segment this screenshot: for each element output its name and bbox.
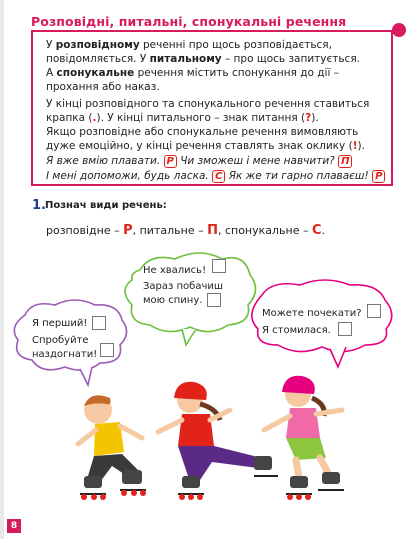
- badge-s: С: [212, 170, 225, 183]
- left-bubble-line-1: Я перший!: [32, 318, 88, 329]
- rule-line-2: повідомляється. У питальному – про щось запитується.: [46, 53, 360, 65]
- rollerblading-kids-illustration: [50, 372, 380, 507]
- example-line-2: І мені допоможи, будь ласка. С Як же ти гарно плаваєш! Р: [46, 170, 385, 183]
- answer-checkbox[interactable]: [338, 322, 352, 336]
- rule-line-6: крапка (.). У кінці питального – знак питання (?).: [46, 112, 319, 124]
- answer-checkbox[interactable]: [207, 293, 221, 307]
- right-bubble-line-1: Можете почекати?: [262, 308, 362, 319]
- left-bubble-line-2: Спробуйте: [32, 335, 89, 346]
- rule-line-3: А спонукальне речення містить спонукання до дії –: [46, 67, 339, 79]
- rule-line-1: У розповідному реченні про щось розповідається,: [46, 39, 332, 51]
- boy-skater: [78, 395, 146, 500]
- task-number: 1.: [32, 198, 46, 213]
- rule-line-8: дуже емоційно, у кінці речення ставлять знак оклику (!).: [46, 140, 365, 152]
- title-bullet: [392, 23, 406, 37]
- example-line-1: Я вже вмію плавати. Р Чи зможеш і мене навчити? П: [46, 155, 352, 168]
- girl-pink-helmet-skater: [264, 376, 344, 500]
- answer-checkbox[interactable]: [92, 316, 106, 330]
- task-legend: розповідне – Р, питальне – П, спонукальне – С.: [46, 223, 326, 238]
- answer-checkbox[interactable]: [212, 259, 226, 273]
- page-number: 8: [7, 519, 21, 533]
- answer-checkbox[interactable]: [367, 304, 381, 318]
- middle-bubble-line-3: мою спину.: [143, 295, 203, 306]
- task-instruction: Познач види речень:: [45, 200, 167, 211]
- rule-line-4: прохання або наказ.: [46, 81, 160, 93]
- badge-r: Р: [372, 170, 385, 183]
- right-bubble-line-2: Я стомилася.: [262, 325, 331, 336]
- rule-line-5: У кінці розповідного та спонукального речення ставиться: [46, 98, 370, 110]
- left-bubble-line-3: наздогнати!: [32, 349, 98, 360]
- badge-p: П: [338, 155, 352, 168]
- girl-red-helmet-skater: [158, 382, 278, 500]
- middle-bubble-line-2: Зараз побачиш: [143, 281, 224, 292]
- page-title: Розповідні, питальні, спонукальні речення: [31, 14, 347, 29]
- badge-r: Р: [164, 155, 177, 168]
- rule-line-7: Якщо розповідне або спонукальне речення вимовляють: [46, 126, 359, 138]
- middle-bubble-line-1: Не хвались!: [143, 265, 207, 276]
- answer-checkbox[interactable]: [100, 343, 114, 357]
